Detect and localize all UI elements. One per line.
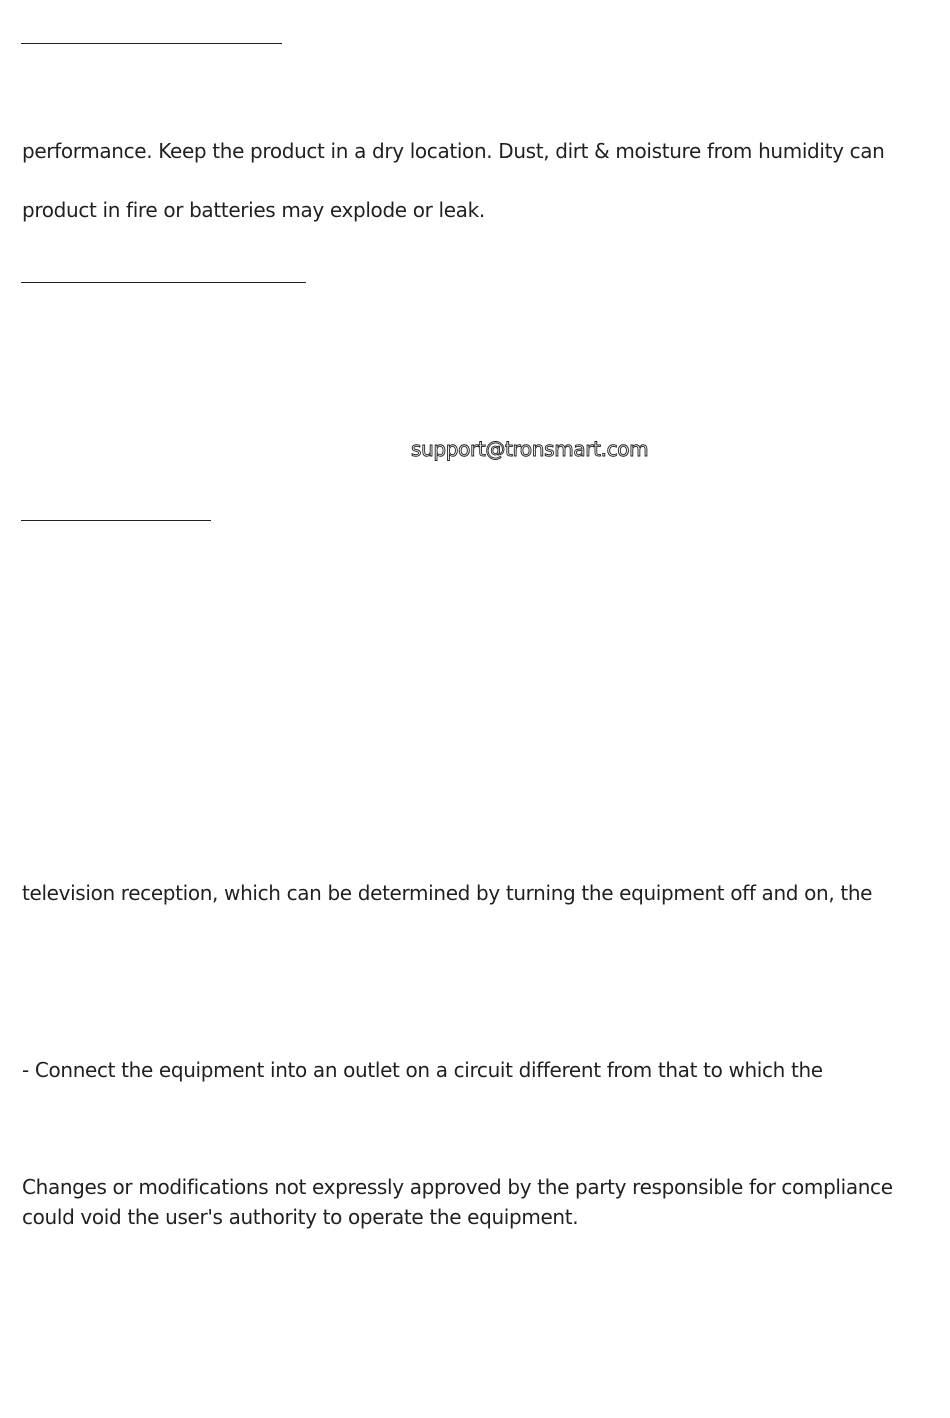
section-divider-3 [21, 520, 211, 521]
changes-text-line-2: could void the user's authority to operate the equipment. [22, 1205, 579, 1229]
support-email-link[interactable]: support@tronsmart.com [411, 437, 649, 461]
fcc-text-line-2: - Connect the equipment into an outlet on a circuit different from that to which the [22, 1058, 823, 1082]
care-text-line-2: product in fire or batteries may explode or leak. [22, 198, 485, 222]
section-divider-1 [21, 43, 282, 44]
section-divider-2 [21, 282, 306, 283]
changes-text-line-1: Changes or modifications not expressly approved by the party responsible for compliance [22, 1175, 893, 1199]
fcc-text-line-1: television reception, which can be determined by turning the equipment off and on, the [22, 881, 873, 905]
care-text-line-1: performance. Keep the product in a dry location. Dust, dirt & moisture from humidity can [22, 139, 885, 163]
